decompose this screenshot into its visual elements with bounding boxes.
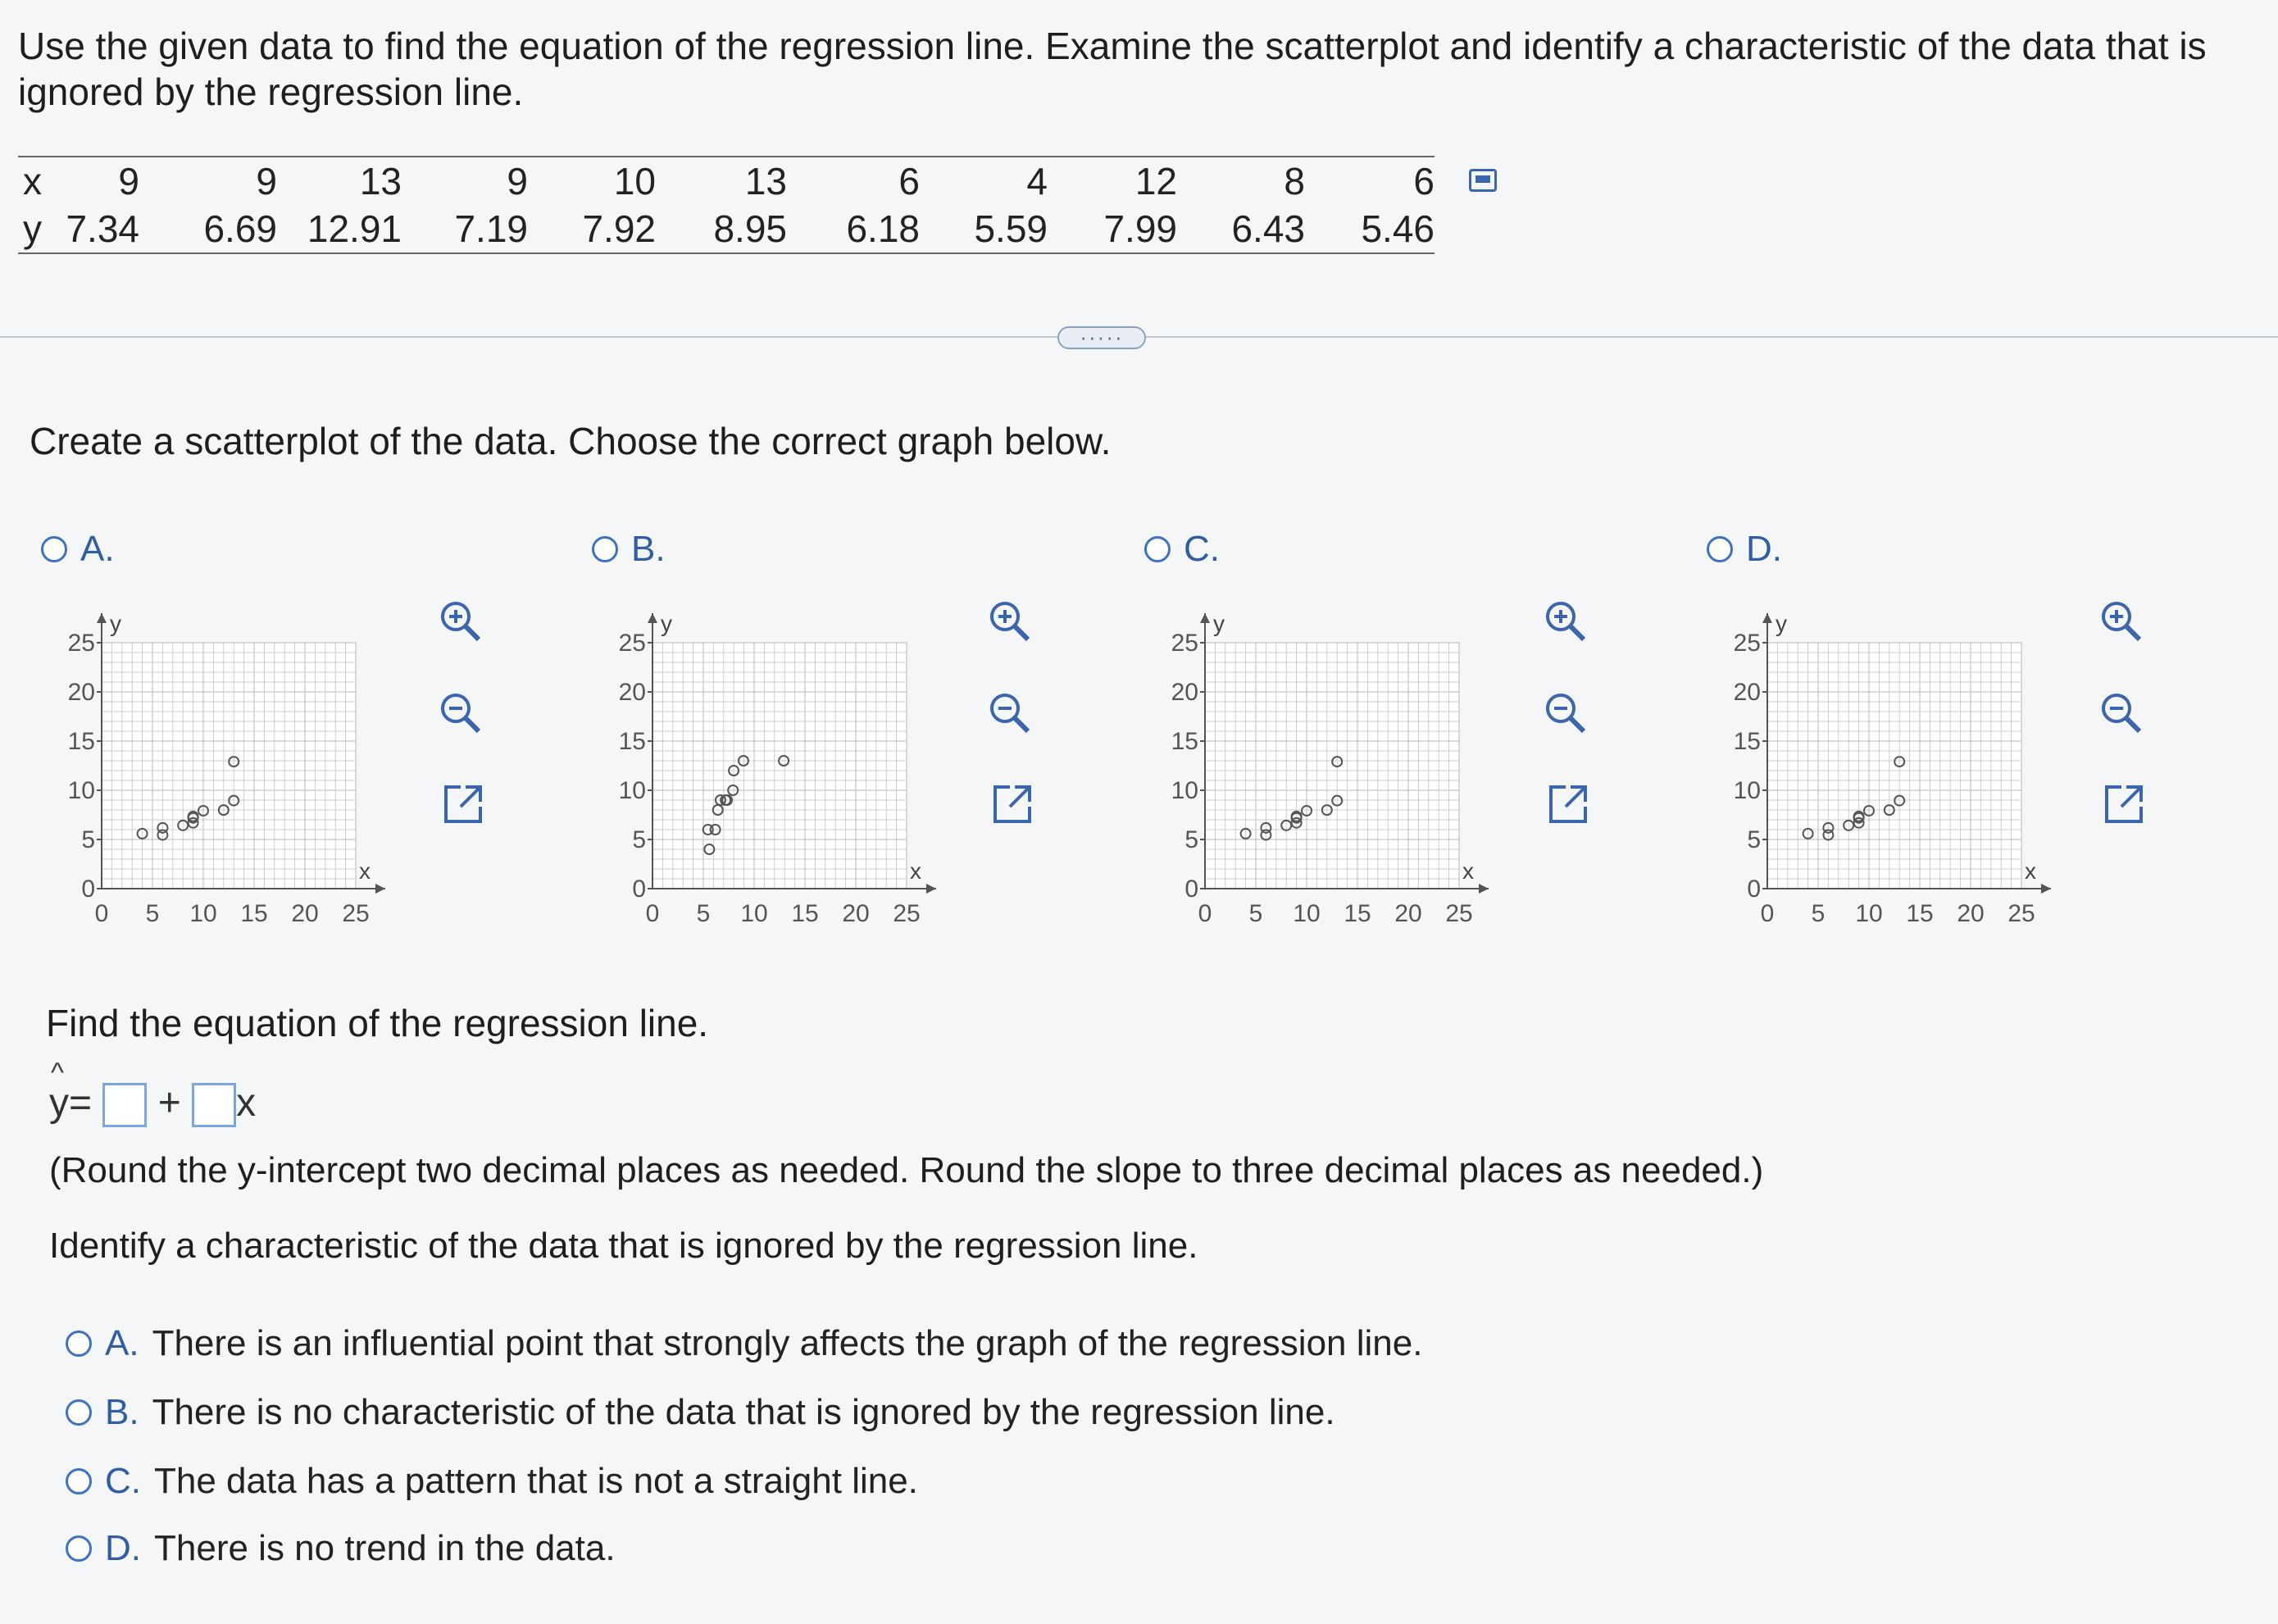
choice-text: There is no characteristic of the data that is ignored by the regression line.: [152, 1392, 1335, 1432]
y-tick-label: 15: [67, 728, 95, 755]
y-axis-label: y: [1213, 611, 1225, 636]
graph-option-c[interactable]: [1144, 531, 1685, 974]
x-value: 9: [402, 157, 528, 205]
x-tick-label: 25: [2007, 900, 2035, 927]
x-value: 12: [1048, 157, 1177, 205]
choice-c[interactable]: [66, 1461, 1705, 1510]
y-value: 6.69: [139, 205, 277, 253]
y-tick-label: 0: [632, 876, 646, 903]
y-value: 5.59: [920, 205, 1048, 253]
zoom-in-icon[interactable]: [2097, 597, 2146, 646]
y-tick-label: 15: [1733, 728, 1761, 755]
radio-button[interactable]: [66, 1331, 92, 1357]
x-tick-label: 15: [791, 900, 819, 927]
slope-input[interactable]: [192, 1083, 236, 1127]
x-axis-arrow: [926, 884, 936, 894]
zoom-in-icon[interactable]: [985, 597, 1034, 646]
regression-prompt: Find the equation of the regression line.: [46, 1002, 709, 1044]
x-tick-label: 10: [1855, 900, 1883, 927]
y-value: 7.99: [1048, 205, 1177, 253]
choice-a[interactable]: [66, 1323, 1705, 1372]
x-value: 4: [920, 157, 1048, 205]
y-hat-symbol: ^ y: [49, 1080, 69, 1126]
choice-text: The data has a pattern that is not a straight line.: [154, 1461, 918, 1501]
scatterplot-d: [1707, 579, 2067, 956]
y-tick-label: 25: [1171, 630, 1198, 657]
y-axis-arrow: [97, 613, 107, 623]
y-axis-label: y: [110, 611, 121, 636]
y-axis-label: y: [1776, 611, 1787, 636]
y-tick-label: 15: [618, 728, 646, 755]
x-axis-arrow: [375, 884, 385, 894]
y-axis-label: y: [661, 611, 672, 636]
zoom-out-icon[interactable]: [985, 689, 1034, 738]
y-tick-label: 0: [81, 876, 95, 903]
x-variable: x: [236, 1081, 257, 1125]
x-tick-label: 15: [1906, 900, 1934, 927]
y-value: 6.43: [1177, 205, 1305, 253]
x-tick-label: 0: [94, 900, 109, 927]
radio-button[interactable]: [41, 536, 67, 562]
y-tick-label: 25: [618, 630, 646, 657]
x-axis-label: x: [2025, 858, 2036, 884]
y-axis-arrow: [1762, 613, 1772, 623]
scatter-prompt: Create a scatterplot of the data. Choose the correct graph below.: [30, 420, 1112, 462]
scatterplot-a: [41, 579, 402, 956]
choice-letter: A.: [105, 1323, 139, 1363]
x-tick-label: 20: [1394, 900, 1422, 927]
option-label: D.: [1746, 529, 1782, 569]
plot-area: [102, 643, 356, 889]
y-axis-arrow: [1200, 613, 1210, 623]
equals-sign: =: [69, 1081, 93, 1125]
new-window-icon[interactable]: [2100, 780, 2149, 830]
zoom-out-icon[interactable]: [1541, 689, 1590, 738]
new-window-icon[interactable]: [989, 780, 1038, 830]
y-value: 12.91: [277, 205, 402, 253]
y-value: 7.34: [64, 205, 139, 253]
x-axis-label: x: [910, 858, 921, 884]
table-row-y: [18, 205, 1435, 253]
y-tick-label: 0: [1747, 876, 1761, 903]
x-tick-label: 10: [740, 900, 768, 927]
x-header: x: [18, 157, 64, 205]
y-tick-label: 25: [1733, 630, 1761, 657]
zoom-out-icon[interactable]: [436, 689, 485, 738]
radio-button[interactable]: [1707, 536, 1733, 562]
graph-option-b[interactable]: [592, 531, 1133, 974]
radio-button[interactable]: [66, 1468, 92, 1494]
x-tick-label: 10: [1293, 900, 1321, 927]
y-value: 5.46: [1305, 205, 1435, 253]
plus-sign: +: [157, 1081, 181, 1125]
y-tick-label: 20: [1171, 679, 1198, 706]
choice-text: There is no trend in the data.: [154, 1528, 616, 1568]
choice-letter: D.: [105, 1528, 141, 1568]
y-tick-label: 10: [67, 777, 95, 804]
graph-option-d[interactable]: [1707, 531, 2248, 974]
y-tick-label: 10: [618, 777, 646, 804]
plot-area: [652, 643, 907, 889]
choice-b[interactable]: [66, 1392, 1705, 1441]
y-tick-label: 5: [81, 826, 95, 853]
x-tick-label: 10: [189, 900, 217, 927]
x-tick-label: 5: [1248, 900, 1263, 927]
intercept-input[interactable]: [102, 1083, 147, 1127]
x-axis-arrow: [1479, 884, 1489, 894]
x-value: 13: [277, 157, 402, 205]
y-tick-label: 0: [1184, 876, 1198, 903]
y-tick-label: 20: [67, 679, 95, 706]
x-tick-label: 25: [1445, 900, 1473, 927]
y-value: 8.95: [656, 205, 787, 253]
x-value: 6: [1305, 157, 1435, 205]
y-value: 6.18: [787, 205, 920, 253]
radio-button[interactable]: [66, 1399, 92, 1426]
data-table: [18, 156, 1435, 254]
y-value: 7.19: [402, 205, 528, 253]
new-window-icon[interactable]: [439, 780, 489, 830]
choice-d[interactable]: [66, 1528, 1705, 1577]
more-button[interactable]: ·····: [1057, 326, 1146, 349]
graph-option-a[interactable]: [41, 531, 582, 974]
radio-button[interactable]: [66, 1535, 92, 1562]
regression-formula: [49, 1080, 256, 1127]
x-tick-label: 25: [893, 900, 921, 927]
rounding-note: (Round the y-intercept two decimal places as needed. Round the slope to three decimal places as needed.): [49, 1150, 1764, 1190]
scatterplot-c: [1144, 579, 1505, 956]
x-value: 6: [787, 157, 920, 205]
option-label: C.: [1184, 529, 1220, 569]
new-window-icon[interactable]: [1544, 780, 1594, 830]
x-value: 8: [1177, 157, 1305, 205]
x-tick-label: 20: [1957, 900, 1985, 927]
zoom-in-icon[interactable]: [1541, 597, 1590, 646]
x-value: 10: [528, 157, 656, 205]
identify-prompt: Identify a characteristic of the data that is ignored by the regression line.: [49, 1226, 1198, 1266]
y-tick-label: 15: [1171, 728, 1198, 755]
question-text: Use the given data to find the equation of the regression line. Examine the scatterplot and identify a characteristic of the data that is ignored by the regression line.: [18, 25, 2207, 113]
y-tick-label: 5: [1747, 826, 1761, 853]
option-label: B.: [631, 529, 666, 569]
x-tick-label: 5: [1811, 900, 1826, 927]
x-tick-label: 0: [645, 900, 660, 927]
zoom-in-icon[interactable]: [436, 597, 485, 646]
choice-text: There is an influential point that strongly affects the graph of the regression line.: [152, 1323, 1423, 1363]
x-axis-arrow: [2041, 884, 2051, 894]
y-axis-arrow: [648, 613, 657, 623]
plot-area: [1767, 643, 2021, 889]
copy-data-icon[interactable]: [1469, 169, 1497, 192]
y-tick-label: 5: [1184, 826, 1198, 853]
y-tick-label: 10: [1733, 777, 1761, 804]
x-tick-label: 0: [1198, 900, 1212, 927]
zoom-out-icon[interactable]: [2097, 689, 2146, 738]
x-tick-label: 25: [342, 900, 370, 927]
x-tick-label: 15: [1344, 900, 1371, 927]
scatterplot-b: [592, 579, 953, 956]
x-tick-label: 20: [291, 900, 319, 927]
choice-letter: C.: [105, 1461, 141, 1501]
x-value: 13: [656, 157, 787, 205]
y-tick-label: 10: [1171, 777, 1198, 804]
y-header: y: [18, 205, 64, 253]
radio-button[interactable]: [592, 536, 618, 562]
x-axis-label: x: [359, 858, 371, 884]
x-tick-label: 15: [240, 900, 268, 927]
y-tick-label: 20: [618, 679, 646, 706]
y-tick-label: 25: [67, 630, 95, 657]
x-tick-label: 5: [696, 900, 711, 927]
option-label: A.: [80, 529, 115, 569]
y-tick-label: 5: [632, 826, 646, 853]
x-tick-label: 20: [842, 900, 870, 927]
y-tick-label: 20: [1733, 679, 1761, 706]
x-value: 9: [139, 157, 277, 205]
choice-letter: B.: [105, 1392, 139, 1432]
x-value: 9: [64, 157, 139, 205]
plot-area: [1205, 643, 1459, 889]
x-tick-label: 0: [1760, 900, 1775, 927]
table-row-x: [18, 157, 1435, 205]
x-tick-label: 5: [145, 900, 160, 927]
radio-button[interactable]: [1144, 536, 1171, 562]
x-axis-label: x: [1462, 858, 1474, 884]
y-value: 7.92: [528, 205, 656, 253]
